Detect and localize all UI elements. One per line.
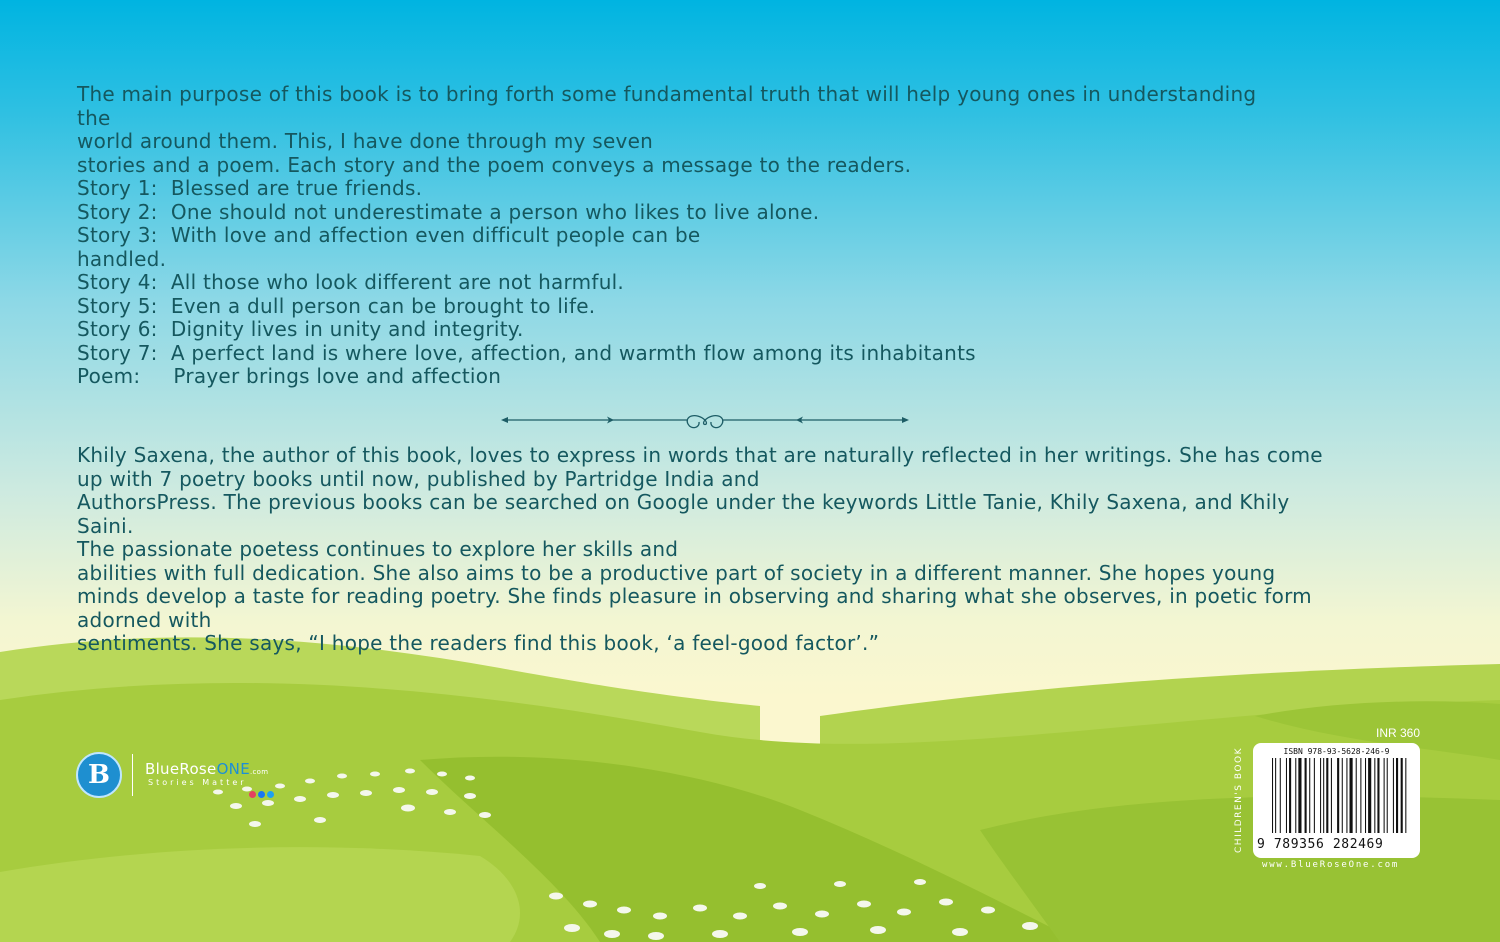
bio-line: AuthorsPress. The previous books can be searched on Google under the keywords Little Tanie, Khily Saxena, and Khily xyxy=(77,490,1290,514)
bio-line: up with 7 poetry books until now, published by Partridge India and xyxy=(77,466,760,491)
ornamental-divider xyxy=(500,408,910,436)
story-5-line: Story 5: Even a dull person can be brought to life. xyxy=(77,293,596,318)
hill-light-bottom-left xyxy=(0,847,520,942)
barcode-digits: 9 789356 282469 xyxy=(1257,837,1384,852)
bio-line: The passionate poetess continues to explore her skills and xyxy=(77,537,679,561)
bio-line: Saini. xyxy=(77,513,134,538)
book-description xyxy=(77,83,1422,389)
author-bio xyxy=(77,444,1422,656)
description-line: stories and a poem. Each story and the poem conveys a message to the readers. xyxy=(77,152,912,177)
instagram-icon xyxy=(249,791,256,798)
publisher-name-part2: ONE xyxy=(216,760,250,778)
category-label: CHILDREN'S BOOK xyxy=(1234,747,1244,853)
description-line: The main purpose of this book is to bring forth some fundamental truth that will help young ones in understanding xyxy=(77,82,1257,106)
publisher-website: www.BlueRoseOne.com xyxy=(1262,860,1400,870)
bio-line: abilities with full dedication. She also aims to be a productive part of society in a different manner. She hopes young xyxy=(77,560,1276,585)
barcode-icon xyxy=(1272,758,1409,833)
publisher-name-suffix: .com xyxy=(249,768,269,776)
story-2-line: Story 2: One should not underestimate a person who likes to live alone. xyxy=(77,199,820,224)
story-3-line: Story 3: With love and affection even difficult people can be xyxy=(77,223,701,247)
facebook-icon xyxy=(258,791,265,798)
bio-line: adorned with xyxy=(77,607,212,632)
description-line: the xyxy=(77,105,111,130)
bluerose-logo-icon: B xyxy=(76,752,122,798)
poem-line: Poem: Prayer brings love and affection xyxy=(77,364,502,388)
story-4-line: Story 4: All those who look different are not harmful. xyxy=(77,270,625,294)
publisher-logo xyxy=(76,750,316,800)
logo-separator xyxy=(132,754,133,796)
social-icons xyxy=(249,791,274,798)
bio-line: sentiments. She says, “I hope the readers find this book, ‘a feel-good factor’.” xyxy=(77,631,880,655)
story-3-line-cont: handled. xyxy=(77,246,167,271)
story-1-line: Story 1: Blessed are true friends. xyxy=(77,176,423,200)
description-line: world around them. This, I have done through my seven xyxy=(77,129,654,153)
price-label: INR 360 xyxy=(1376,726,1421,740)
story-6-line: Story 6: Dignity lives in unity and integrity. xyxy=(77,317,524,341)
publisher-name xyxy=(145,760,268,778)
publisher-name-part1: BlueRose xyxy=(145,760,217,778)
isbn-label: ISBN 978-93-5628-246-9 xyxy=(1283,747,1390,756)
twitter-icon xyxy=(267,791,274,798)
bio-line: Khily Saxena, the author of this book, loves to express in words that are naturally reflected in her writings. She has come xyxy=(77,443,1323,467)
bio-line: minds develop a taste for reading poetry. She finds pleasure in observing and sharing what she observes, in poetic form xyxy=(77,584,1312,608)
isbn-barcode xyxy=(1253,743,1420,858)
publisher-tagline: Stories Matter xyxy=(148,778,247,787)
story-7-line: Story 7: A perfect land is where love, affection, and warmth flow among its inhabitants xyxy=(77,340,976,365)
